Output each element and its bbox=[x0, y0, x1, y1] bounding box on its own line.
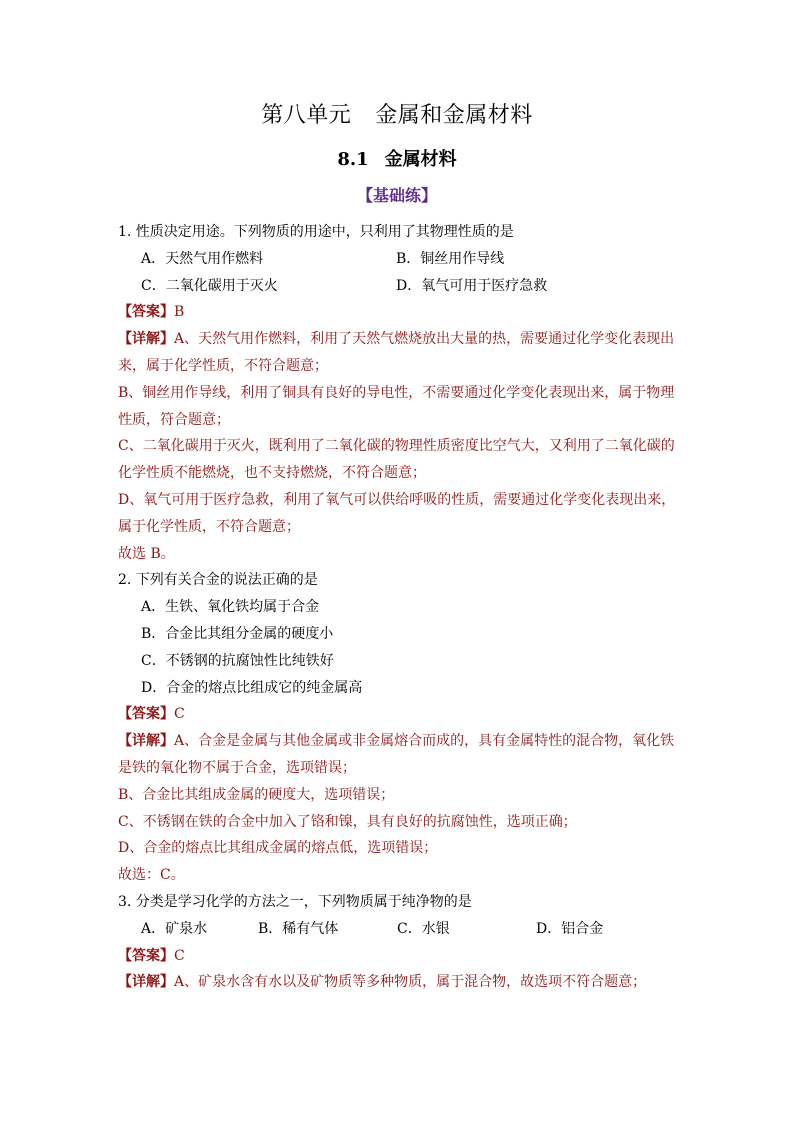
q2-detail-line: C、不锈钢在铁的合金中加入了铬和镍，具有良好的抗腐蚀性，选项正确； bbox=[118, 813, 577, 830]
q1-detail-line: B、铜丝用作导线，利用了铜具有良好的导电性，不需要通过化学变化表现出来，属于物理 bbox=[118, 384, 675, 401]
q2-detail-tag: 【详解】 bbox=[118, 733, 174, 750]
q3-option-a: A．矿泉水 bbox=[141, 920, 208, 937]
q1-detail-line: 来，属于化学性质，不符合题意； bbox=[118, 357, 328, 374]
q1-options-row2 bbox=[118, 273, 682, 300]
q1-option-d: D．氧气可用于医疗急救 bbox=[396, 277, 548, 294]
q1-detail-line: D、氧气可用于医疗急救，利用了氧气可以供给呼吸的性质，需要通过化学变化表现出来， bbox=[118, 491, 676, 508]
q1-detail-line: 性质，符合题意； bbox=[118, 411, 230, 428]
q2-option-b: B．合金比其组分金属的硬度小 bbox=[141, 625, 334, 642]
q3-detail-text: A、矿泉水含有水以及矿物质等多种物质，属于混合物，故选项不符合题意； bbox=[174, 974, 647, 991]
section-title: 金属材料 bbox=[384, 149, 457, 170]
q3-answer-value: C bbox=[174, 947, 185, 964]
q2-option-d: D．合金的熔点比组成它的纯金属高 bbox=[141, 679, 363, 696]
section-number: 8.1 bbox=[337, 149, 369, 170]
section-heading bbox=[0, 145, 794, 171]
q1-detail-tag: 【详解】 bbox=[118, 331, 174, 348]
title-topic: 金属和金属材料 bbox=[375, 103, 533, 128]
q1-options-row1 bbox=[118, 246, 682, 273]
q1-option-a: A．天然气用作燃料 bbox=[141, 250, 264, 267]
q2-detail-text: A、合金是金属与其他金属或非金属熔合而成的，具有金属特性的混合物，氧化铁 bbox=[174, 733, 675, 750]
q1-detail-line: C、二氧化碳用于灭火，既利用了二氧化碳的物理性质密度比空气大，又利用了二氧化碳的 bbox=[118, 438, 675, 455]
q1-answer-tag: 【答案】 bbox=[118, 304, 174, 321]
q2-option-a: A．生铁、氧化铁均属于合金 bbox=[141, 599, 320, 616]
q2-conclusion: 故选：C。 bbox=[118, 867, 185, 884]
q1-answer-value: B bbox=[174, 304, 185, 321]
q2-answer-value: C bbox=[174, 706, 185, 723]
q3-detail-tag: 【详解】 bbox=[118, 974, 174, 991]
title-unit: 第八单元 bbox=[261, 103, 352, 128]
q1-detail-line: 化学性质不能燃烧，也不支持燃烧，不符合题意； bbox=[118, 465, 426, 482]
q3-option-b: B．稀有气体 bbox=[258, 920, 339, 937]
q3-option-d: D．铝合金 bbox=[536, 920, 604, 937]
q2-detail-line: D、合金的熔点比其组成金属的熔点低，选项错误； bbox=[118, 840, 438, 857]
q3-detail-line bbox=[118, 969, 682, 996]
question-list bbox=[118, 219, 682, 996]
q3-answer-tag: 【答案】 bbox=[118, 947, 174, 964]
exercise-label: 【基础练】 bbox=[356, 186, 437, 205]
q1-detail-line bbox=[118, 326, 682, 353]
q1-detail-line: 属于化学性质，不符合题意； bbox=[118, 518, 300, 535]
q2-answer bbox=[118, 701, 682, 728]
q1-detail-text: A、天然气用作燃料，利用了天然气燃烧放出大量的热，需要通过化学变化表现出 bbox=[174, 331, 675, 348]
q1-answer bbox=[118, 299, 682, 326]
q2-detail-line: 是铁的氧化物不属于合金，选项错误； bbox=[118, 759, 356, 776]
q2-stem: 2. 下列有关合金的说法正确的是 bbox=[118, 572, 318, 589]
q2-answer-tag: 【答案】 bbox=[118, 706, 174, 723]
q1-option-c: C．二氧化碳用于灭火 bbox=[141, 277, 278, 294]
q2-detail-line: B、合金比其组成金属的硬度大，选项错误； bbox=[118, 786, 395, 803]
page-title bbox=[0, 98, 794, 129]
q3-stem: 3. 分类是学习化学的方法之一，下列物质属于纯净物的是 bbox=[118, 893, 472, 910]
q1-conclusion: 故选 B。 bbox=[118, 545, 175, 562]
q1-option-b: B．铜丝用作导线 bbox=[396, 250, 505, 267]
q3-answer bbox=[118, 943, 682, 970]
q1-stem: 1. 性质决定用途。下列物质的用途中，只利用了其物理性质的是 bbox=[118, 224, 514, 240]
q3-options bbox=[118, 916, 682, 943]
q3-option-c: C．水银 bbox=[397, 920, 450, 937]
q2-option-c: C．不锈钢的抗腐蚀性比纯铁好 bbox=[141, 652, 334, 669]
q2-detail-line bbox=[118, 728, 682, 755]
